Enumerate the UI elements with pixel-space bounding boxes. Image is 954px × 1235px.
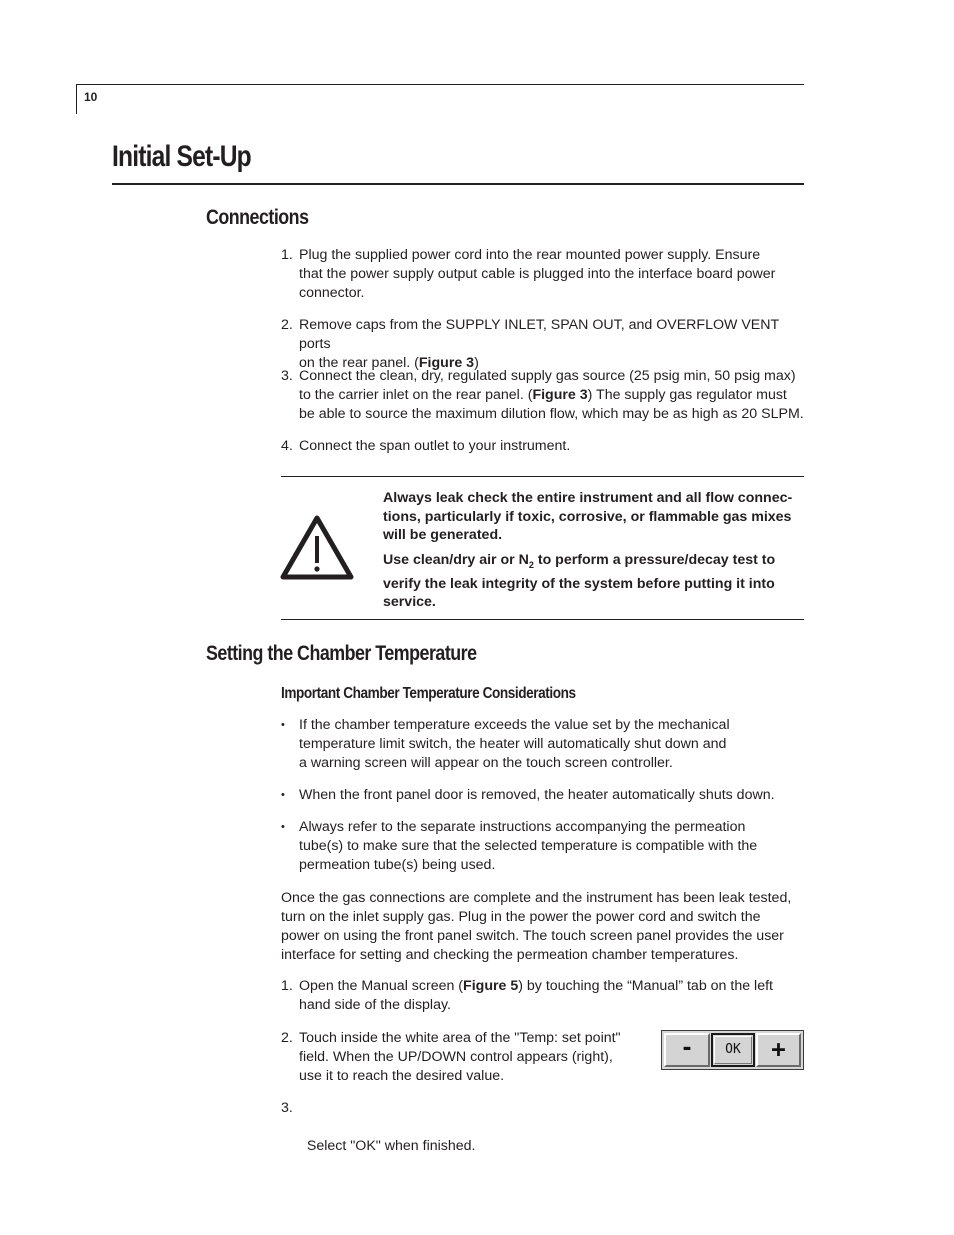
bullet-line: temperature limit switch, the heater will automatically shut down and [299,736,727,752]
plus-button[interactable]: + [756,1033,801,1067]
step-number: 2. [281,1030,293,1046]
bullet-marker: • [281,821,285,833]
step-line: Touch inside the white area of the "Temp: set point" [299,1030,621,1046]
step-number: 4. [281,438,293,454]
step-line: that the power supply output cable is plugged into the interface board power [299,266,776,282]
updown-control [661,1030,804,1070]
warning-bottom-rule [281,619,804,620]
bullet-marker: • [281,789,285,801]
minus-button[interactable]: - [664,1033,710,1067]
paragraph-line: power on using the front panel switch. The touch screen panel provides the user [281,928,784,944]
step-line: Plug the supplied power cord into the rear mounted power supply. Ensure [299,247,761,263]
ok-button[interactable]: OK [711,1033,755,1067]
step-line: on the rear panel. (Figure 3) [299,355,479,371]
paragraph-line: turn on the inlet supply gas. Plug in the power the power cord and switch the [281,909,761,925]
bullet-line: a warning screen will appear on the touch screen controller. [299,755,673,771]
setup-paragraph [281,889,806,965]
chamber-heading: Setting the Chamber Temperature [206,642,477,665]
connections-heading: Connections [206,206,309,229]
paragraph-line: interface for setting and checking the permeation chamber temperatures. [281,947,739,963]
step-line: be able to source the maximum dilution flow, which may be as high as 20 SLPM. [299,406,804,422]
header-rule [76,84,804,85]
page-number: 10 [84,90,98,104]
step-line: Select "OK" when finished. [299,1138,476,1154]
warning-line: Use clean/dry air or $N_2$ to perform a pressure/decay test to [383,552,776,570]
warning-top-rule [281,476,804,477]
warning-text [383,489,808,612]
step-number: 3. [281,368,293,384]
bullet-line: permeation tube(s) being used. [299,857,496,873]
bullet-line: Always refer to the separate instructions accompanying the permeation [299,819,746,835]
step-line: connector. [299,285,365,301]
bullet-marker: • [281,719,285,731]
step-line: field. When the UP/DOWN control appears (right), [299,1049,613,1065]
step-line: hand side of the display. [299,997,451,1013]
step-number: 3. [281,1100,293,1116]
step-number: 1. [281,247,293,263]
warning-line: verify the leak integrity of the system before putting it into [383,575,775,592]
header-margin-line [76,84,77,114]
warning-line: service. [383,594,436,611]
step-number: 2. [281,317,293,333]
warning-line: tions, particularly if toxic, corrosive, or flammable gas mixes [383,508,792,525]
title-rule [112,183,804,185]
figure-reference: Figure 3 [418,355,475,371]
warning-line: Always leak check the entire instrument and all flow connec- [383,490,793,506]
chamber-subheading: Important Chamber Temperature Considerations [281,685,576,702]
step-line: Open the Manual screen (Figure 5) by touching the “Manual” tab on the left [299,978,773,994]
bullet-line: tube(s) to make sure that the selected temperature is compatible with the [299,838,758,854]
bullet-line: When the front panel door is removed, the heater automatically shuts down. [299,787,775,803]
step-line: Remove caps from the SUPPLY INLET, SPAN OUT, and OVERFLOW VENT ports [299,317,779,352]
step-line: to the carrier inlet on the rear panel. (Figure 3) The supply gas regulator must [299,387,787,403]
step-line: Connect the clean, dry, regulated supply gas source (25 psig min, 50 psig max) [299,368,796,384]
step-line: use it to reach the desired value. [299,1068,505,1084]
warning-triangle-icon [280,514,354,580]
warning-line: will be generated. [383,527,503,544]
figure-reference: Figure 3 [532,387,588,403]
step-number: 1. [281,978,293,994]
figure-reference: Figure 5 [463,978,519,994]
bullet-line: If the chamber temperature exceeds the value set by the mechanical [299,717,730,733]
page-title: Initial Set-Up [112,140,251,173]
step-line: Connect the span outlet to your instrument. [299,438,571,454]
paragraph-line: Once the gas connections are complete and the instrument has been leak tested, [281,890,792,906]
